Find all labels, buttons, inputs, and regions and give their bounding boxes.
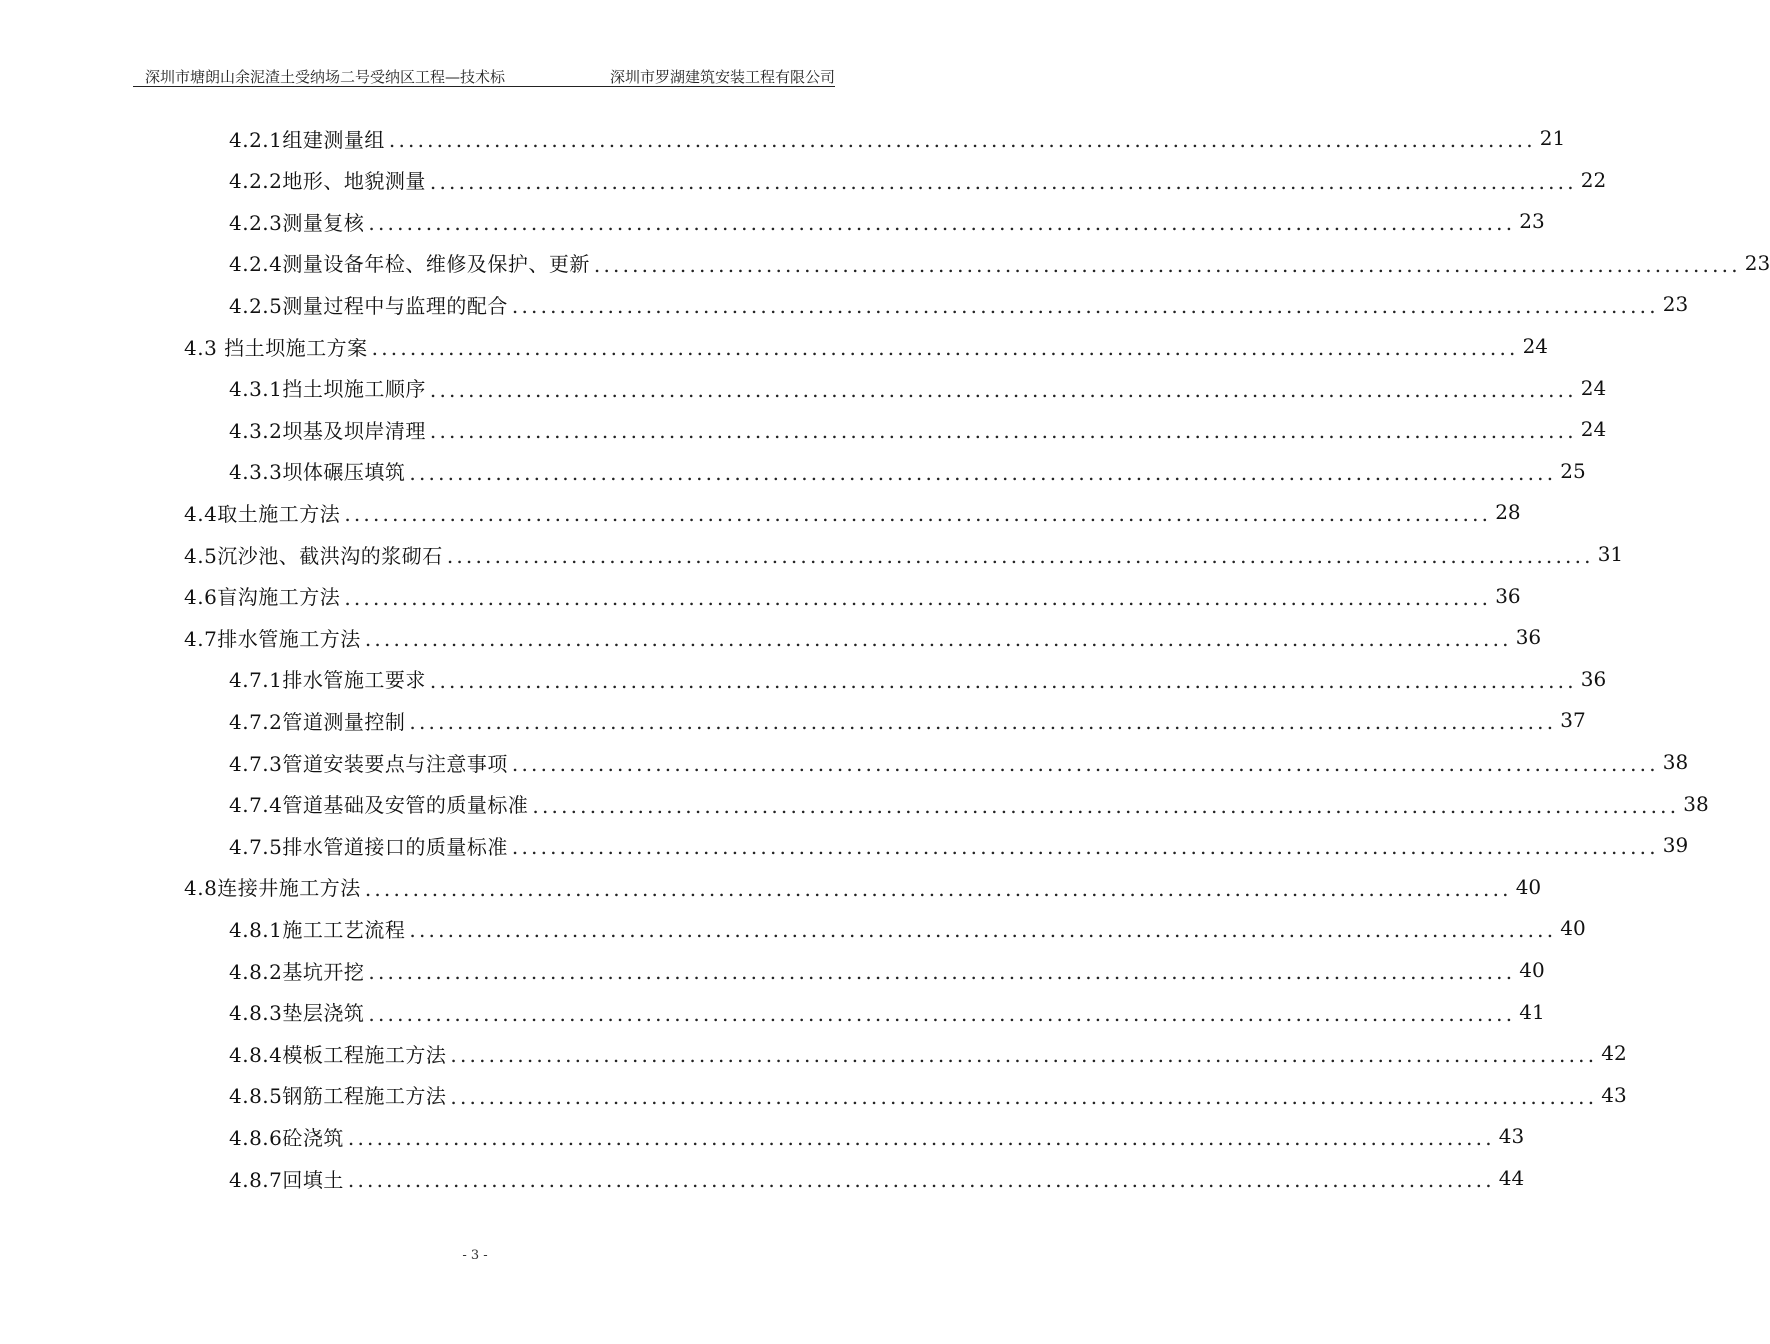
toc-entry-page: 36 xyxy=(1580,666,1607,691)
toc-entry[interactable] xyxy=(229,1158,1525,1198)
toc-entry-page: 42 xyxy=(1601,1041,1627,1066)
toc-entry-page: 31 xyxy=(1597,542,1624,566)
toc-entry-label: 4.3 挡土坝施工方案 xyxy=(184,335,368,360)
toc-dot-leader: ........................................................................................................................ xyxy=(364,876,1512,901)
toc-entry-label: 4.8.5钢筋工程施工方法 xyxy=(229,1084,447,1109)
toc-entry[interactable] xyxy=(229,1033,1627,1073)
toc-entry-label: 4.6盲沟施工方法 xyxy=(184,585,341,610)
toc-entry-label: 4.8.1施工工艺流程 xyxy=(229,917,406,942)
toc-entry-label: 4.7.2管道测量控制 xyxy=(229,709,406,734)
toc-entry-page: 36 xyxy=(1495,583,1521,608)
toc-entry-page: 36 xyxy=(1515,625,1542,650)
toc-dot-leader: ........................................................................................................................ xyxy=(532,793,1680,818)
toc-dot-leader: ........................................................................................................................ xyxy=(429,419,1577,444)
toc-dot-leader: ........................................................................................................................ xyxy=(511,835,1659,860)
toc-entry[interactable] xyxy=(229,659,1607,699)
toc-entry-label: 4.2.3测量复核 xyxy=(229,210,365,235)
toc-entry-page: 24 xyxy=(1522,334,1549,358)
toc-entry-page: 23 xyxy=(1519,209,1545,234)
header-company-name: 深圳市罗湖建筑安装工程有限公司 xyxy=(609,68,835,86)
toc-entry[interactable] xyxy=(229,160,1607,200)
toc-dot-leader: ........................................................................................................................ xyxy=(429,169,1577,194)
toc-entry[interactable] xyxy=(229,243,1770,283)
toc-dot-leader: ........................................................................................................................ xyxy=(593,252,1741,277)
toc-dot-leader: ........................................................................................................................ xyxy=(368,960,1516,984)
toc-entry-page: 28 xyxy=(1495,500,1521,525)
toc-entry[interactable] xyxy=(184,576,1521,616)
toc-entry-label: 4.3.1挡土坝施工顺序 xyxy=(229,377,426,402)
toc-dot-leader: ........................................................................................................................ xyxy=(429,668,1577,693)
toc-dot-leader: ........................................................................................................................ xyxy=(368,1001,1516,1026)
toc-dot-leader: ........................................................................................................................ xyxy=(347,1168,1495,1192)
toc-entry-label: 4.3.2坝基及坝岸清理 xyxy=(229,418,426,443)
toc-dot-leader: ........................................................................................................................ xyxy=(364,627,1512,652)
toc-entry-label: 4.5沉沙池、截洪沟的浆砌石 xyxy=(184,543,443,568)
toc-entry-label: 4.2.2地形、地貌测量 xyxy=(229,169,426,194)
toc-entry[interactable] xyxy=(229,201,1545,241)
toc-entry[interactable] xyxy=(229,409,1607,449)
toc-entry-page: 21 xyxy=(1539,126,1566,150)
toc-dot-leader: ........................................................................................................................ xyxy=(371,336,1519,360)
toc-entry-page: 25 xyxy=(1560,458,1586,483)
toc-entry[interactable] xyxy=(184,867,1542,907)
toc-entry[interactable] xyxy=(184,534,1624,574)
toc-entry-label: 4.8.4模板工程施工方法 xyxy=(229,1042,447,1067)
toc-dot-leader: ........................................................................................................................ xyxy=(344,502,1492,527)
toc-entry[interactable] xyxy=(229,908,1586,948)
toc-entry[interactable] xyxy=(229,1075,1627,1115)
toc-entry-page: 38 xyxy=(1683,791,1709,816)
toc-entry[interactable] xyxy=(229,1116,1525,1156)
toc-entry-page: 23 xyxy=(1662,292,1689,317)
toc-entry[interactable] xyxy=(229,992,1545,1032)
toc-entry-label: 4.7.1排水管施工要求 xyxy=(229,668,426,693)
toc-entry-label: 4.3.3坝体碾压填筑 xyxy=(229,460,406,485)
toc-dot-leader: ........................................................................................................................ xyxy=(446,544,1594,568)
toc-entry-label: 4.8.7回填土 xyxy=(229,1167,344,1192)
toc-entry[interactable] xyxy=(229,368,1607,408)
toc-entry-label: 4.7排水管施工方法 xyxy=(184,626,361,651)
toc-entry[interactable] xyxy=(184,326,1549,366)
toc-entry-label: 4.7.3管道安装要点与注意事项 xyxy=(229,751,508,776)
toc-entry-label: 4.7.4管道基础及安管的质量标准 xyxy=(229,793,529,818)
toc-entry[interactable] xyxy=(229,825,1689,865)
toc-entry[interactable] xyxy=(184,492,1521,532)
toc-entry-label: 4.7.5排水管道接口的质量标准 xyxy=(229,834,508,859)
toc-entry-page: 43 xyxy=(1498,1124,1525,1149)
toc-entry-label: 4.2.5测量过程中与监理的配合 xyxy=(229,293,508,318)
toc-entry-label: 4.8.3垫层浇筑 xyxy=(229,1001,365,1026)
toc-entry[interactable] xyxy=(229,784,1709,824)
toc-dot-leader: ........................................................................................................................ xyxy=(409,710,1557,735)
toc-entry-page: 24 xyxy=(1580,375,1607,400)
toc-entry[interactable] xyxy=(229,451,1586,491)
toc-entry-page: 38 xyxy=(1662,750,1689,774)
toc-dot-leader: ........................................................................................................................ xyxy=(368,211,1516,236)
toc-dot-leader: ........................................................................................................................ xyxy=(450,1084,1598,1109)
header-project-title: 深圳市塘朗山余泥渣土受纳场二号受纳区工程—技术标 xyxy=(145,68,506,86)
toc-entry-page: 23 xyxy=(1744,250,1770,275)
toc-dot-leader: ........................................................................................................................ xyxy=(450,1043,1598,1068)
toc-entry-page: 41 xyxy=(1519,999,1545,1024)
toc-entry[interactable] xyxy=(229,700,1586,740)
toc-entry-page: 39 xyxy=(1662,833,1689,858)
toc-entry-label: 4.8.6砼浇筑 xyxy=(229,1125,344,1150)
toc-entry-page: 40 xyxy=(1560,916,1586,941)
toc-dot-leader: ........................................................................................................................ xyxy=(344,585,1492,610)
page-header xyxy=(133,60,835,87)
toc-dot-leader: ........................................................................................................................ xyxy=(409,460,1557,485)
toc-entry[interactable] xyxy=(229,742,1689,782)
toc-entry[interactable] xyxy=(229,950,1545,990)
toc-entry-label: 4.2.4测量设备年检、维修及保护、更新 xyxy=(229,252,590,277)
toc-entry-page: 43 xyxy=(1601,1082,1627,1107)
toc-entry-page: 40 xyxy=(1515,874,1542,899)
toc-entry-page: 22 xyxy=(1580,167,1607,192)
toc-dot-leader: ........................................................................................................................ xyxy=(347,1126,1495,1151)
toc-dot-leader: ........................................................................................................................ xyxy=(409,918,1557,943)
toc-entry-label: 4.8.2基坑开挖 xyxy=(229,959,365,984)
toc-entry-page: 37 xyxy=(1560,708,1586,733)
toc-entry-label: 4.8连接井施工方法 xyxy=(184,876,361,901)
toc-dot-leader: ........................................................................................................................ xyxy=(511,752,1659,776)
toc-entry[interactable] xyxy=(229,118,1566,158)
toc-entry-label: 4.2.1组建测量组 xyxy=(229,127,385,152)
toc-dot-leader: ........................................................................................................................ xyxy=(429,377,1577,402)
toc-entry-page: 44 xyxy=(1498,1166,1525,1190)
toc-entry[interactable] xyxy=(229,284,1689,324)
toc-dot-leader: ........................................................................................................................ xyxy=(388,128,1536,152)
toc-entry[interactable] xyxy=(184,617,1542,657)
toc-entry-label: 4.4取土施工方法 xyxy=(184,501,341,526)
toc-entry-page: 40 xyxy=(1519,958,1545,982)
page-number: - 3 - xyxy=(462,1248,488,1263)
toc-entry-page: 24 xyxy=(1580,417,1607,442)
toc-dot-leader: ........................................................................................................................ xyxy=(511,294,1659,319)
